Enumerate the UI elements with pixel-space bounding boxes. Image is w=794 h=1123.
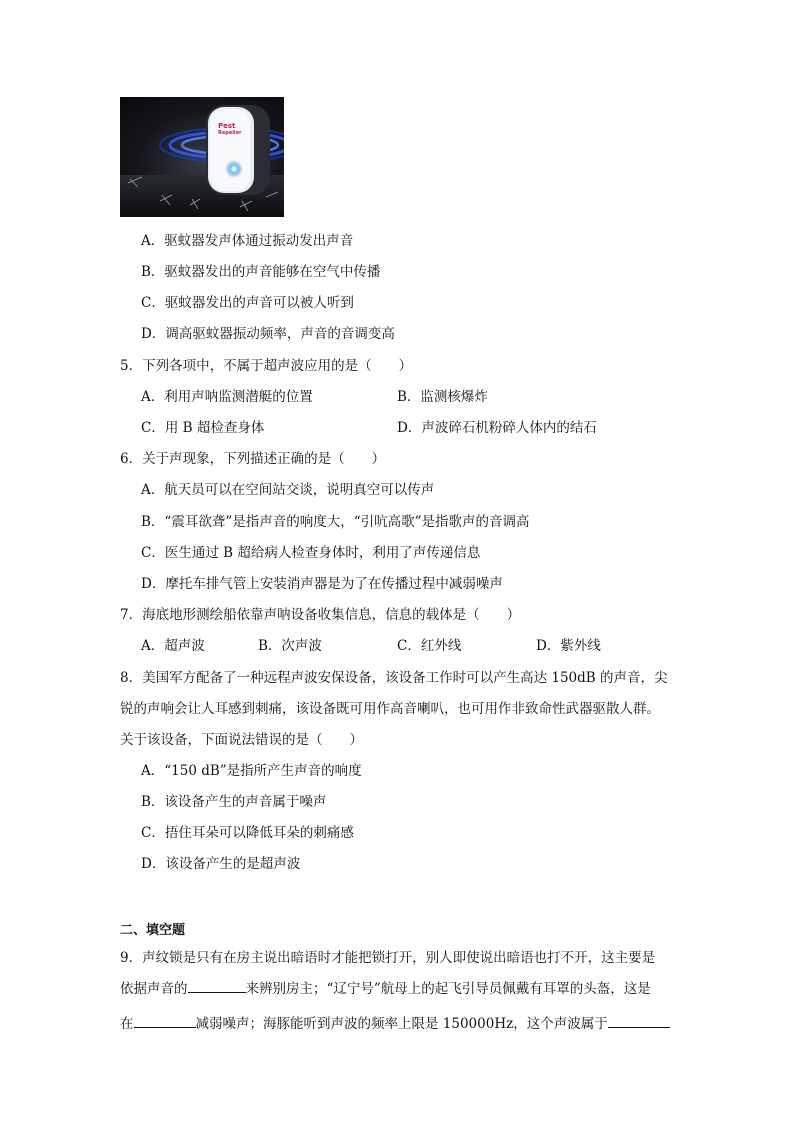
q7-option-a: A．超声波 <box>141 638 205 654</box>
q7-stem: 7．海底地形测绘船依靠声呐设备收集信息，信息的载体是（ ） <box>120 607 521 623</box>
q9-line1: 9．声纹锁是只有在房主说出暗语时才能把锁打开，别人即使说出暗语也打不开，这主要是 <box>120 950 656 966</box>
section-title-fill-in: 二、填空题 <box>120 923 186 938</box>
q9-line2 <box>120 977 651 997</box>
q4-option-a: A．驱蚊器发声体通过振动发出声音 <box>141 233 354 249</box>
q6-option-a: A．航天员可以在空间站交谈，说明真空可以传声 <box>141 482 435 498</box>
pest-repeller-photo <box>120 97 284 217</box>
q9-blank-1[interactable] <box>188 980 246 993</box>
q4-option-d: D．调高驱蚊器振动频率，声音的音调变高 <box>141 326 395 342</box>
q9-line2-part-a: 依据声音的 <box>120 981 188 997</box>
q9-line3-part-a: 在 <box>120 1016 134 1032</box>
device-label-line1: Pest <box>218 122 236 130</box>
q9-blank-2[interactable] <box>134 1015 196 1028</box>
q4-option-b: B．驱蚊器发出的声音能够在空气中传播 <box>141 264 381 280</box>
q9-line3 <box>120 1012 670 1032</box>
q6-option-d: D．摩托车排气管上安装消声器是为了在传播过程中减弱噪声 <box>141 576 503 592</box>
q9-line3-part-b: 减弱噪声；海豚能听到声波的频率上限是 150000Hz，这个声波属于 <box>195 1016 608 1032</box>
q5-option-d: D．声波碎石机粉碎人体内的结石 <box>397 420 597 436</box>
q7-option-d: D．紫外线 <box>536 638 601 654</box>
q8-stem-line1: 8．美国军方配备了一种远程声波安保设备，该设备工作时可以产生高达 150dB 的声音，尖 <box>120 670 668 686</box>
q9-line2-part-b: 来辨别房主；“辽宁号”航母上的起飞引导员佩戴有耳罩的头盔，这是 <box>245 981 651 997</box>
q8-option-a: A．“150 dB”是指所产生声音的响度 <box>141 763 362 779</box>
q5-option-c: C．用 B 超检查身体 <box>141 420 265 436</box>
q8-option-c: C．捂住耳朵可以降低耳朵的刺痛感 <box>141 825 354 841</box>
q6-option-b: B．“震耳欲聋”是指声音的响度大，“引吭高歌”是指歌声的音调高 <box>141 514 530 530</box>
device-label-line2: Repeller <box>218 130 242 136</box>
pest-repeller-illustration <box>120 97 284 217</box>
q8-option-b: B．该设备产生的声音属于噪声 <box>141 794 327 810</box>
q8-stem-line3: 关于该设备，下面说法错误的是（ ） <box>120 732 363 748</box>
q5-option-b: B．监测核爆炸 <box>397 389 488 405</box>
device-brand-label <box>218 123 242 137</box>
q5-option-a: A．利用声呐监测潜艇的位置 <box>141 389 313 405</box>
q7-option-b: B．次声波 <box>258 638 322 654</box>
q9-blank-3[interactable] <box>608 1015 670 1028</box>
q6-option-c: C．医生通过 B 超给病人检查身体时，利用了声传递信息 <box>141 545 481 561</box>
q6-stem: 6．关于声现象，下列描述正确的是（ ） <box>120 451 386 467</box>
q5-stem: 5．下列各项中，不属于超声波应用的是（ ） <box>120 358 413 374</box>
q8-stem-line2: 锐的声响会让人耳感到刺痛，该设备既可用作高音喇叭，也可用作非致命性武器驱散人群。 <box>120 701 660 717</box>
q4-option-c: C．驱蚊器发出的声音可以被人听到 <box>141 295 354 311</box>
q8-option-d: D．该设备产生的是超声波 <box>141 856 301 872</box>
q7-option-c: C．红外线 <box>397 638 462 654</box>
